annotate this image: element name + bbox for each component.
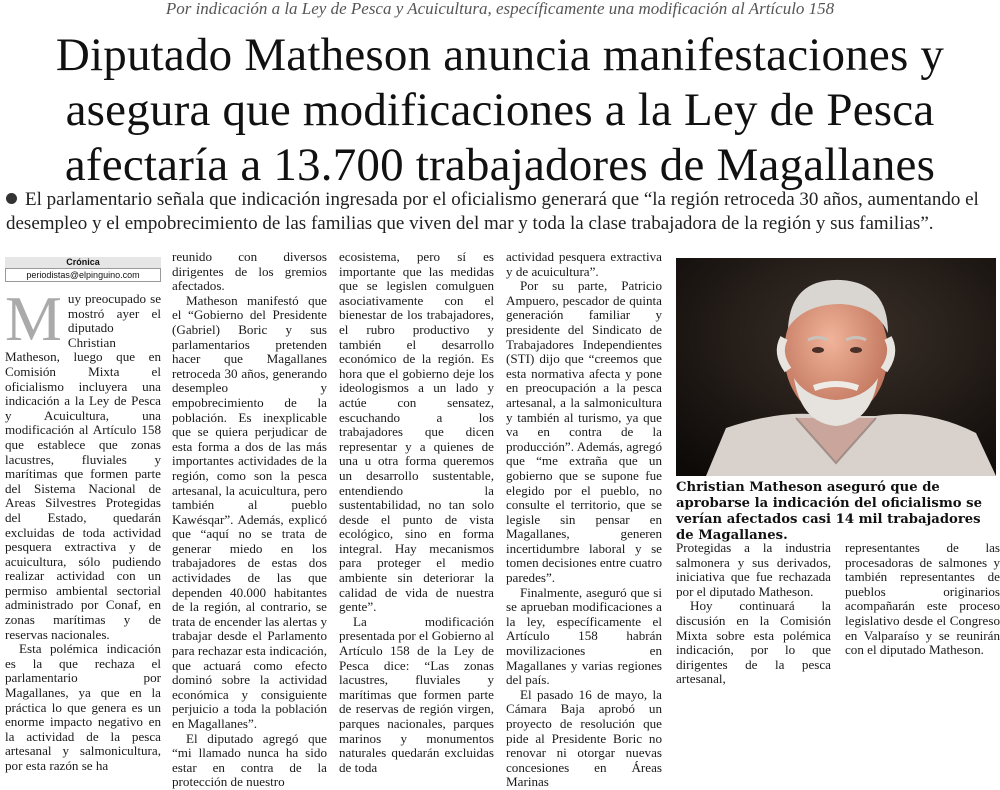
paragraph: reunido con diversos dirigentes de los gremios afectados. bbox=[172, 249, 327, 294]
paragraph: actividad pesquera extractiva y de acuicultura”. bbox=[506, 249, 662, 279]
headline: Diputado Matheson anuncia manifestaciones y asegura que modificaciones a la Ley de Pesca afectaría a 13.700 trabajadores de Magallanes bbox=[55, 29, 945, 191]
byline bbox=[5, 257, 161, 285]
paragraph: representantes de las procesadoras de salmones y también representantes de pueblos originarios acompañarán este proceso legislativo desde el Congreso en Valparaíso y se reunirán con el diputado Matheson. bbox=[845, 540, 1000, 658]
article-column-4 bbox=[506, 249, 662, 790]
article-column-5 bbox=[676, 540, 831, 687]
article-column-2 bbox=[172, 249, 327, 790]
paragraph: Esta polémica indicación es la que rechaza el parlamentario por Magallanes, ya que en la práctica lo que genera es un enorme impacto negativo en la actividad de la pesca artesanal y salmonicultura, por esta razón se ha bbox=[5, 641, 161, 773]
drop-cap: M bbox=[5, 283, 62, 354]
paragraph: Hoy continuará la discusión en la Comisión Mixta sobre esta polémica indicación, por lo que dirigentes de la pesca artesanal, bbox=[676, 598, 831, 687]
portrait-illustration bbox=[676, 258, 996, 476]
byline-email: periodistas@elpinguino.com bbox=[5, 268, 161, 282]
section-label: Crónica bbox=[5, 257, 161, 268]
article-column-1 bbox=[5, 283, 161, 773]
paragraph: Matheson manifestó que el “Gobierno del Presidente (Gabriel) Boric y sus parlamentarios pretenden hacer que Magallanes retroceda 30 años, generando desempleo y empobrecimiento de la población. Es inexplicable que se quiera perjudicar de esta forma a dos de las más importantes actividades de la región, como son la pesca artesanal, la acuicultura, pero también al pueblo Kawésqar”. Además, explicó que “aquí no se trata de generar miedo en los trabajadores de estas dos actividades de las que dependen 40.000 habitantes de la región, al contrario, se trata de encender las alertas y trabajar desde el Parlamento para rechazar esta indicación, que actuará como efecto dominó sobre la actividad económica y consiguiente perjuicio a toda la población en Magallanes”. bbox=[172, 292, 327, 731]
kicker: Por indicación a la Ley de Pesca y Acuicultura, específicamente una modificación al Artículo 158 bbox=[165, 0, 835, 18]
summary-text: El parlamentario señala que indicación ingresada por el oficialismo generará que “la región retroceda 30 años, aumentando el desempleo y el empobrecimiento de las familias que viven del mar y toda la clase trabajadora de la región y sus familias”. bbox=[6, 189, 979, 234]
paragraph: Protegidas a la industria salmonera y sus derivados, iniciativa que fue rechazada por el diputado Matheson. bbox=[676, 540, 831, 599]
paragraph: El diputado agregó que “mi llamado nunca ha sido estar en contra de la protección de nuestro bbox=[172, 730, 327, 790]
article-column-6 bbox=[845, 540, 1000, 658]
summary bbox=[6, 188, 996, 236]
portrait-photo bbox=[676, 258, 996, 476]
article-column-3 bbox=[339, 249, 494, 775]
paragraph: ecosistema, pero sí es importante que las medidas que se legislen comulguen asociativamente con el bienestar de los trabajadores, el rubro productivo y también el desarrollo económico de la región. Es hora que el gobierno deje los ideologismos a un lado y actúe con sensatez, escuchando a los trabajadores que dicen representar y a quienes de una u otra forma queremos un desarrollo sustentable, entendiendo la sustentabilidad, no tan solo desde el punto de vista ecológico, sino en forma integral. Hay mecanismos para proteger el medio ambiente sin deteriorar la calidad de vida de nuestra gente”. bbox=[339, 249, 494, 615]
paragraph: uy preocupado se mostró ayer el diputado Christian Matheson, luego que en Comisión Mixta el oficialismo incluyera una indicación a la Ley de Pesca y Acuicultura, una modificación al Artículo 158 que establece que zonas lacustres, fluviales y marítimas que formen parte del Sistema Nacional de Areas Silvestres Protegidas del Estado, quedarán excluidas de toda actividad pesquera extractiva y de acuicultura, sólo pudiendo realizar actividad con un permiso ambiental sectorial administrado por Conaf, en zonas marítimas y de reservas nacionales. bbox=[5, 291, 161, 642]
paragraph: La modificación presentada por el Gobierno al Artículo 158 de la Ley de Pesca dice: “Las zonas lacustres, fluviales y marítimas que formen parte de reservas de región virgen, parques nacionales, parques marinos y monumentos naturales quedarán excluidas de toda bbox=[339, 613, 494, 775]
paragraph: Finalmente, aseguró que si se aprueban modificaciones a la ley, específicamente el Artículo 158 habrán movilizaciones en Magallanes y varias regiones del país. bbox=[506, 584, 662, 688]
paragraph: El pasado 16 de mayo, la Cámara Baja aprobó un proyecto de resolución que pide al Presidente Boric no renovar ni otorgar nuevas concesiones en Áreas Marinas bbox=[506, 686, 662, 790]
photo-caption: Christian Matheson aseguró que de aprobarse la indicación del oficialismo se verían afectados casi 14 mil trabajadores de Magallanes. bbox=[676, 480, 982, 543]
paragraph: Por su parte, Patricio Ampuero, pescador de quinta generación familiar y presidente del Sindicato de Trabajadores Independientes (STI) dijo que “creemos que esta normativa afecta y pone en preocupación a la pesca artesanal, a la salmonicultura y también al turismo, ya que va en contra de la producción”. Además, agregó que “me extraña que un gobierno que se supone fue elegido por el pueblo, no consulte el territorio, que se legisle sin pensar en Magallanes, generen incertidumbre laboral y se tomen decisiones entre cuatro paredes”. bbox=[506, 278, 662, 586]
bullet-icon bbox=[6, 193, 17, 204]
